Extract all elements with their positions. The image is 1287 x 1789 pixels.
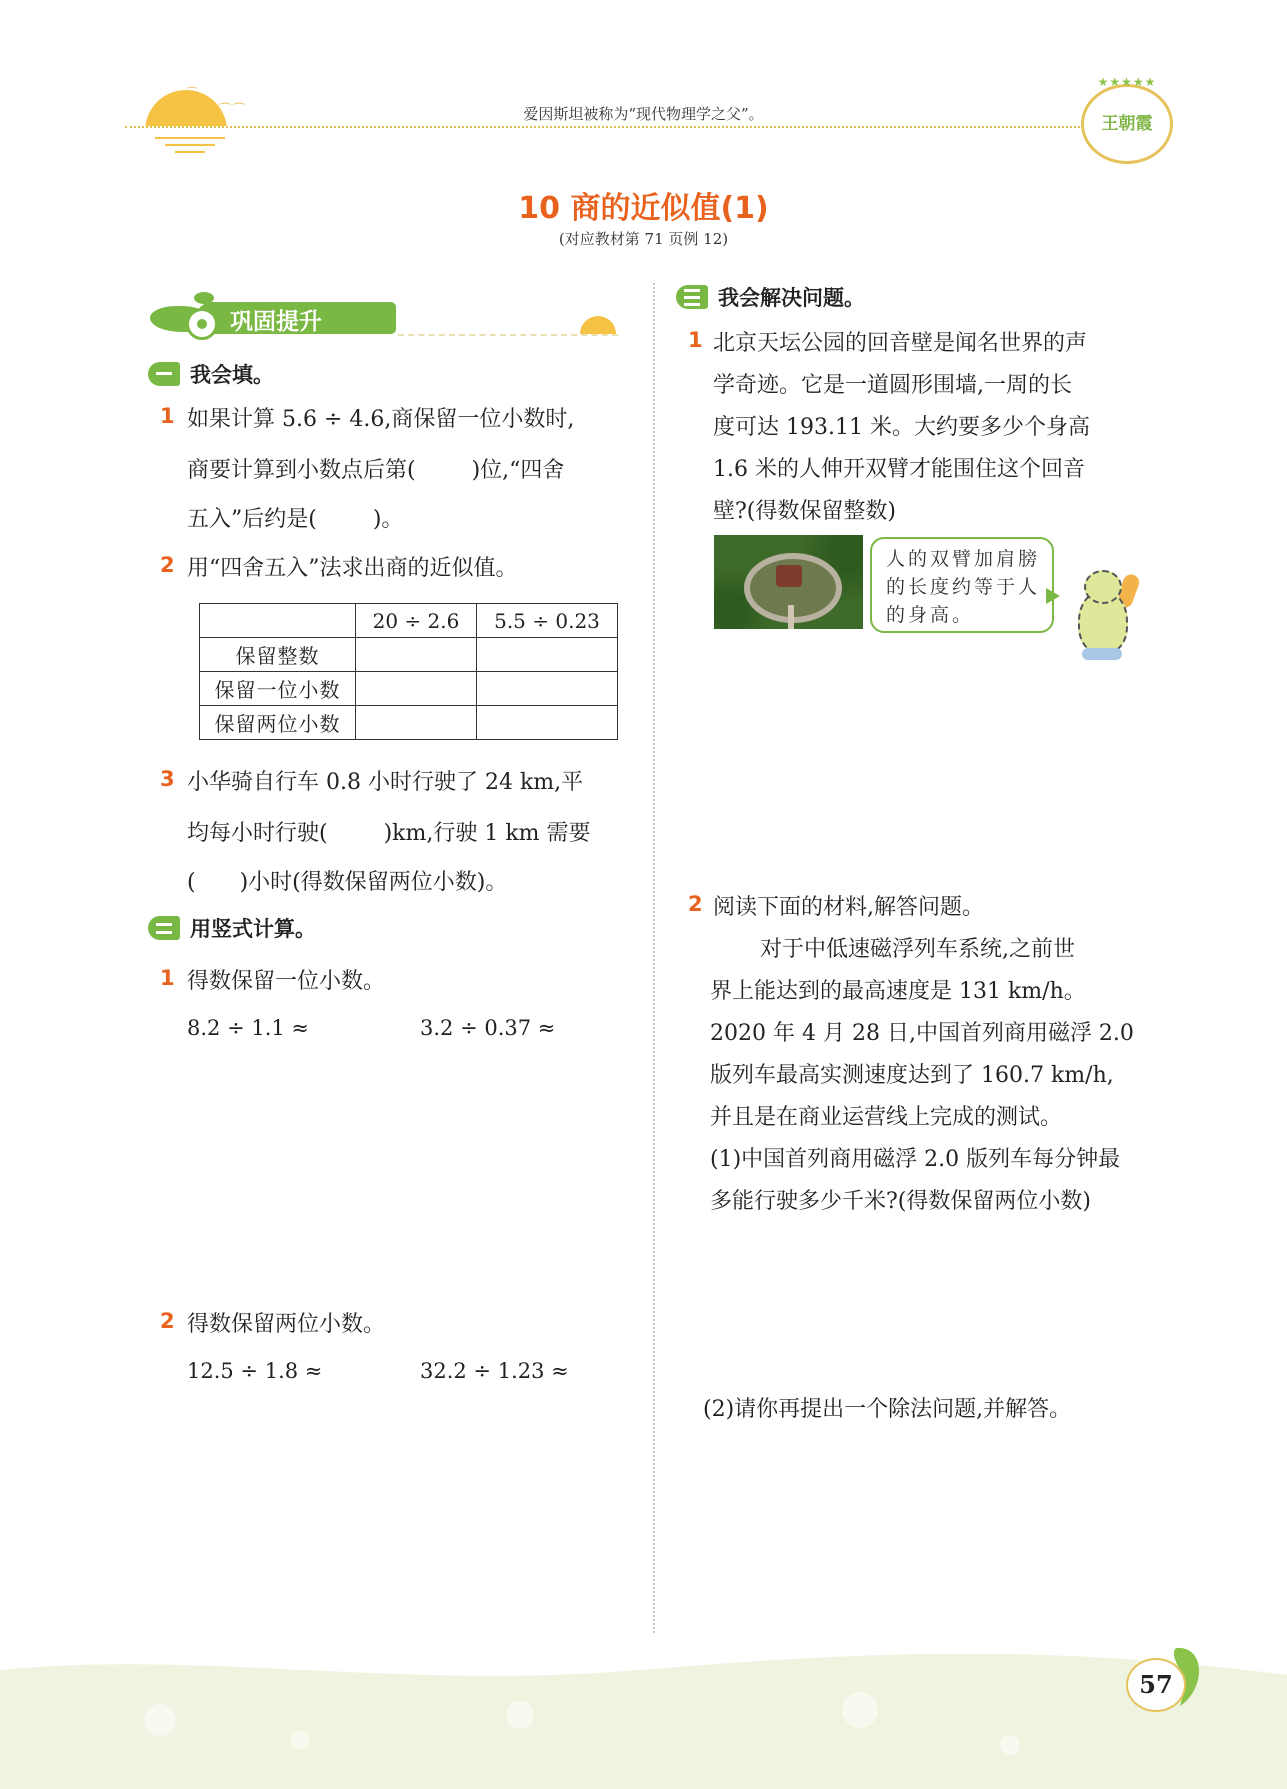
- question-text-part: (: [187, 870, 196, 895]
- answer-cell[interactable]: [477, 638, 618, 672]
- answer-cell[interactable]: [477, 672, 618, 706]
- bird-icon: ⌒: [186, 86, 199, 100]
- question-text-part: 五入”后约是(: [187, 507, 317, 532]
- banner-dashes: [398, 334, 618, 336]
- table-header-cell: 20 ÷ 2.6: [356, 604, 477, 638]
- question-text: 小华骑自行车 0.8 小时行驶了 24 km,平: [187, 770, 584, 795]
- question-number: 2: [688, 892, 703, 916]
- small-sun-icon: [580, 316, 616, 334]
- bubble-tail: [1046, 588, 1060, 604]
- section-three-badge: [676, 285, 708, 309]
- material-text: 界上能达到的最高速度是 131 km/h。: [710, 979, 1086, 1004]
- table-row: [200, 638, 618, 672]
- material-text: 版列车最高实测速度达到了 160.7 km/h,: [710, 1063, 1114, 1088]
- answer-cell[interactable]: [356, 706, 477, 740]
- answer-cell[interactable]: [477, 706, 618, 740]
- question-text-part: 商要计算到小数点后第(: [187, 458, 416, 483]
- section-two-badge: [148, 916, 180, 940]
- question-text: 得数保留两位小数。: [187, 1312, 386, 1337]
- question-number: 1: [160, 966, 175, 990]
- question-text: 阅读下面的材料,解答问题。: [713, 895, 984, 920]
- question-text: [187, 453, 564, 484]
- question-text: [187, 502, 403, 533]
- question-text-part: )位,“四舍: [471, 458, 565, 483]
- question-text: [187, 865, 507, 896]
- table-row-header: 保留一位小数: [200, 672, 356, 706]
- question-text: 北京天坛公园的回音壁是闻名世界的声: [713, 331, 1088, 356]
- table-row: [200, 706, 618, 740]
- question-number: 1: [688, 328, 703, 352]
- material-text: 对于中低速磁浮列车系统,之前世: [760, 937, 1075, 962]
- question-text: 学奇迹。它是一道圆形围墙,一周的长: [713, 373, 1072, 398]
- header-divider: [125, 126, 1080, 128]
- answer-cell[interactable]: [356, 638, 477, 672]
- section-two-title: 用竖式计算。: [190, 917, 316, 941]
- approximation-table: [199, 603, 618, 740]
- expression: 3.2 ÷ 0.37 ≈: [420, 1016, 556, 1040]
- question-text: 度可达 193.11 米。大约要多少个身高: [713, 415, 1090, 440]
- table-header-cell: [200, 604, 356, 638]
- question-text: 壁?(得数保留整数): [713, 499, 896, 524]
- question-text-part: )小时(得数保留两位小数)。: [239, 870, 508, 895]
- question-text-part: 均每小时行驶(: [187, 821, 328, 846]
- expression: 8.2 ÷ 1.1 ≈: [187, 1016, 310, 1040]
- lesson-subtitle: (对应教材第 71 页例 12): [558, 230, 729, 248]
- table-row-header: 保留整数: [200, 638, 356, 672]
- question-text: 1.6 米的人伸开双臂才能围住这个回音: [713, 457, 1085, 482]
- footer-wave: [0, 1640, 1287, 1789]
- question-number: 3: [160, 767, 175, 791]
- section-three-title: 我会解决问题。: [718, 286, 865, 310]
- logo-text: 王朝霞: [1101, 114, 1153, 134]
- question-number: 2: [160, 553, 175, 577]
- sub-question-text: 多能行驶多少千米?(得数保留两位小数): [710, 1189, 1091, 1214]
- question-text-part: )。: [372, 507, 404, 532]
- header-quote: 爱因斯坦被称为“现代物理学之父”。: [523, 105, 764, 123]
- column-divider: [653, 283, 655, 1633]
- echo-wall-photo: [714, 535, 863, 629]
- sun-reflection-lines: [150, 132, 230, 158]
- consolidation-banner: [150, 300, 396, 338]
- stars-icon: ★★★★★: [1097, 75, 1157, 89]
- table-row-header: 保留两位小数: [200, 706, 356, 740]
- question-text: [187, 816, 591, 847]
- question-text-part: )km,行驶 1 km 需要: [383, 821, 591, 846]
- question-number: 2: [160, 1309, 175, 1333]
- expression: 12.5 ÷ 1.8 ≈: [187, 1359, 323, 1383]
- answer-cell[interactable]: [356, 672, 477, 706]
- banner-label: 巩固提升: [230, 309, 322, 335]
- table-header-cell: 5.5 ÷ 0.23: [477, 604, 618, 638]
- sub-question-text: (1)中国首列商用磁浮 2.0 版列车每分钟最: [710, 1147, 1121, 1172]
- expression: 32.2 ÷ 1.23 ≈: [420, 1359, 569, 1383]
- hint-text: 人的双臂加肩膀的长度约等于人的身高。: [886, 548, 1041, 626]
- question-text: 用“四舍五入”法求出商的近似值。: [187, 556, 518, 581]
- material-text: 2020 年 4 月 28 日,中国首列商用磁浮 2.0: [710, 1021, 1134, 1046]
- material-text: 并且是在商业运营线上完成的测试。: [710, 1105, 1063, 1130]
- question-text: 得数保留一位小数。: [187, 969, 386, 994]
- lesson-title: 10 商的近似值(1): [518, 191, 769, 226]
- whale-eye-icon: [186, 308, 218, 340]
- mascot-character: [1068, 568, 1140, 666]
- bird-icon: ⌒⌒: [218, 103, 246, 119]
- publisher-logo: [1081, 75, 1173, 164]
- section-one-title: 我会填。: [190, 363, 274, 387]
- sub-question-text: (2)请你再提出一个除法问题,并解答。: [703, 1397, 1072, 1422]
- table-row: [200, 672, 618, 706]
- page-number: 57: [1126, 1658, 1186, 1712]
- table-row: [200, 604, 618, 638]
- question-text: 如果计算 5.6 ÷ 4.6,商保留一位小数时,: [187, 407, 575, 432]
- question-number: 1: [160, 404, 175, 428]
- hint-bubble: [870, 537, 1054, 633]
- section-one-badge: [148, 362, 180, 386]
